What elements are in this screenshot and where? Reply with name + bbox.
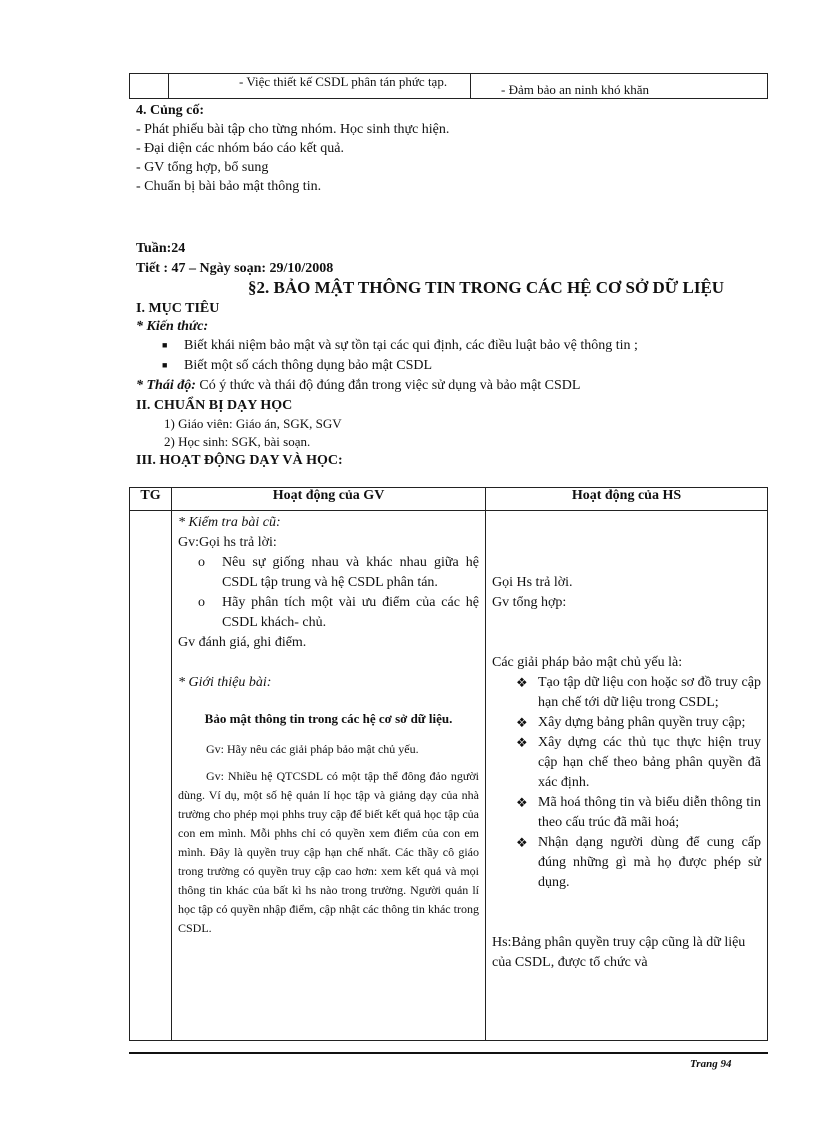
header-tg: TG: [130, 488, 172, 511]
hs-answer: Hs:Bảng phân quyền truy cập cũng là dữ liệu của CSDL, được tổ chức và: [492, 935, 746, 970]
section-activities: III. HOẠT ĐỘNG DẠY VÀ HỌC:: [136, 453, 343, 468]
solutions-list: [492, 673, 761, 893]
cung-co-section: [136, 101, 449, 196]
cung-co-line: - Phát phiếu bài tập cho từng nhóm. Học sinh thực hiện.: [136, 122, 450, 137]
gv-call: Gv:Gọi hs trả lời:: [178, 535, 277, 550]
knowledge-label: * Kiến thức:: [136, 319, 209, 334]
solution-item: ❖ Xây dựng bảng phân quyền truy cập;: [516, 715, 746, 730]
knowledge-item: ■ Biết một số cách thông dụng bảo mật CSDL: [184, 356, 432, 375]
solution-item: ❖ Tạo tập dữ liệu con hoặc sơ đồ truy cập hạn chế tới dữ liệu trong CSDL;: [516, 675, 761, 710]
attitude-label: * Thái độ:: [136, 378, 196, 393]
question-item: o Hãy phân tích một vài ưu điểm của các hệ CSDL khách- chủ.: [198, 595, 479, 630]
top-table: [129, 73, 768, 99]
top-table-right-cell: - Đảm bảo an ninh khó khăn: [471, 74, 768, 99]
gv-grade: Gv đánh giá, ghi điểm.: [178, 635, 307, 650]
attitude-text: Có ý thức và thái độ đúng đắn trong việc sử dụng và bảo mật CSDL: [195, 378, 581, 393]
activities-table: [129, 487, 768, 1041]
cung-co-line: - Đại diện các nhóm báo cáo kết quả.: [136, 141, 344, 156]
solutions-label: Các giải pháp bảo mật chủ yếu là:: [492, 655, 683, 670]
knowledge-item: ■ Biết khái niệm bảo mật và sự tồn tại các qui định, các điều luật bảo vệ thông tin ;: [184, 336, 638, 355]
gv-cell: [172, 511, 486, 1041]
top-table-left-cell: - Việc thiết kế CSDL phân tán phức tạp.: [169, 74, 471, 99]
attitude-line: [136, 376, 580, 395]
cung-co-line: - GV tổng hợp, bổ sung: [136, 160, 269, 175]
week-label: Tuần:24: [136, 241, 186, 256]
cung-co-heading: 4. Củng cố:: [136, 103, 205, 118]
period-date: Tiết : 47 – Ngày soạn: 29/10/2008: [136, 261, 334, 276]
hs-sum: Gv tổng hợp:: [492, 595, 567, 610]
gv-ask: Gv: Hãy nêu các giải pháp bảo mật chủ yếu.: [206, 742, 419, 756]
prep-list: [164, 415, 342, 451]
section-prep: II. CHUẨN BỊ DẠY HỌC: [136, 398, 293, 413]
gv-explain: Gv: Nhiều hệ QTCSDL có một tập thể đông đảo người dùng. Ví dụ, một số hệ quản lí học tập và giảng dạy của nhà trường cho phép mọi phhs truy cập để biết kết quả học tập của con em mình. Mỗi phhs chỉ có quyền xem điểm của con em mình. Đây là quyền truy cập hạn chế nhất. Các thầy cô giáo trong trường có quyền truy cập cao hơn: xem kết quả và mọi thông tin khác của bất kì hs nào trong trường. Người quản lí học tập có quyền nhập điểm, cập nhật các thông tin khác trong CSDL.: [178, 769, 479, 935]
solution-item: ❖ Xây dựng các thủ tục thực hiện truy cập hạn chế theo bảng phân quyền đã xác định.: [516, 735, 761, 790]
page-number: Trang 94: [690, 1058, 732, 1070]
top-table-empty-cell: [130, 74, 169, 99]
cung-co-line: - Chuẩn bị bài bảo mật thông tin.: [136, 179, 322, 194]
header-gv: Hoạt động của GV: [172, 488, 486, 511]
solution-item: ❖ Nhận dạng người dùng để cung cấp đúng những gì mà họ được phép sử dụng.: [516, 835, 761, 890]
footer-rule: [129, 1052, 768, 1054]
hs-call: Gọi Hs trả lời.: [492, 575, 573, 590]
prep-item: 2) Học sinh: SGK, bài soạn.: [164, 434, 311, 449]
tg-cell: [130, 511, 172, 1041]
lesson-subtitle: Bảo mật thông tin trong các hệ cơ sở dữ liệu.: [204, 711, 453, 726]
lesson-title: §2. BẢO MẬT THÔNG TIN TRONG CÁC HỆ CƠ SỞ DỮ LIỆU: [248, 278, 725, 297]
hs-cell: [486, 511, 768, 1041]
question-item: o Nêu sự giống nhau và khác nhau giữa hệ CSDL tập trung và hệ CSDL phân tán.: [198, 555, 479, 590]
prep-item: 1) Giáo viên: Giáo án, SGK, SGV: [164, 416, 342, 431]
intro-label: * Giới thiệu bài:: [178, 675, 272, 690]
solution-item: ❖ Mã hoá thông tin và biểu diễn thông tin theo cấu trúc đã mãi hoá;: [516, 795, 761, 830]
header-hs: Hoạt động của HS: [486, 488, 768, 511]
check-label: * Kiểm tra bài cũ:: [178, 515, 281, 530]
section-objectives: I. MỤC TIÊU: [136, 301, 220, 316]
